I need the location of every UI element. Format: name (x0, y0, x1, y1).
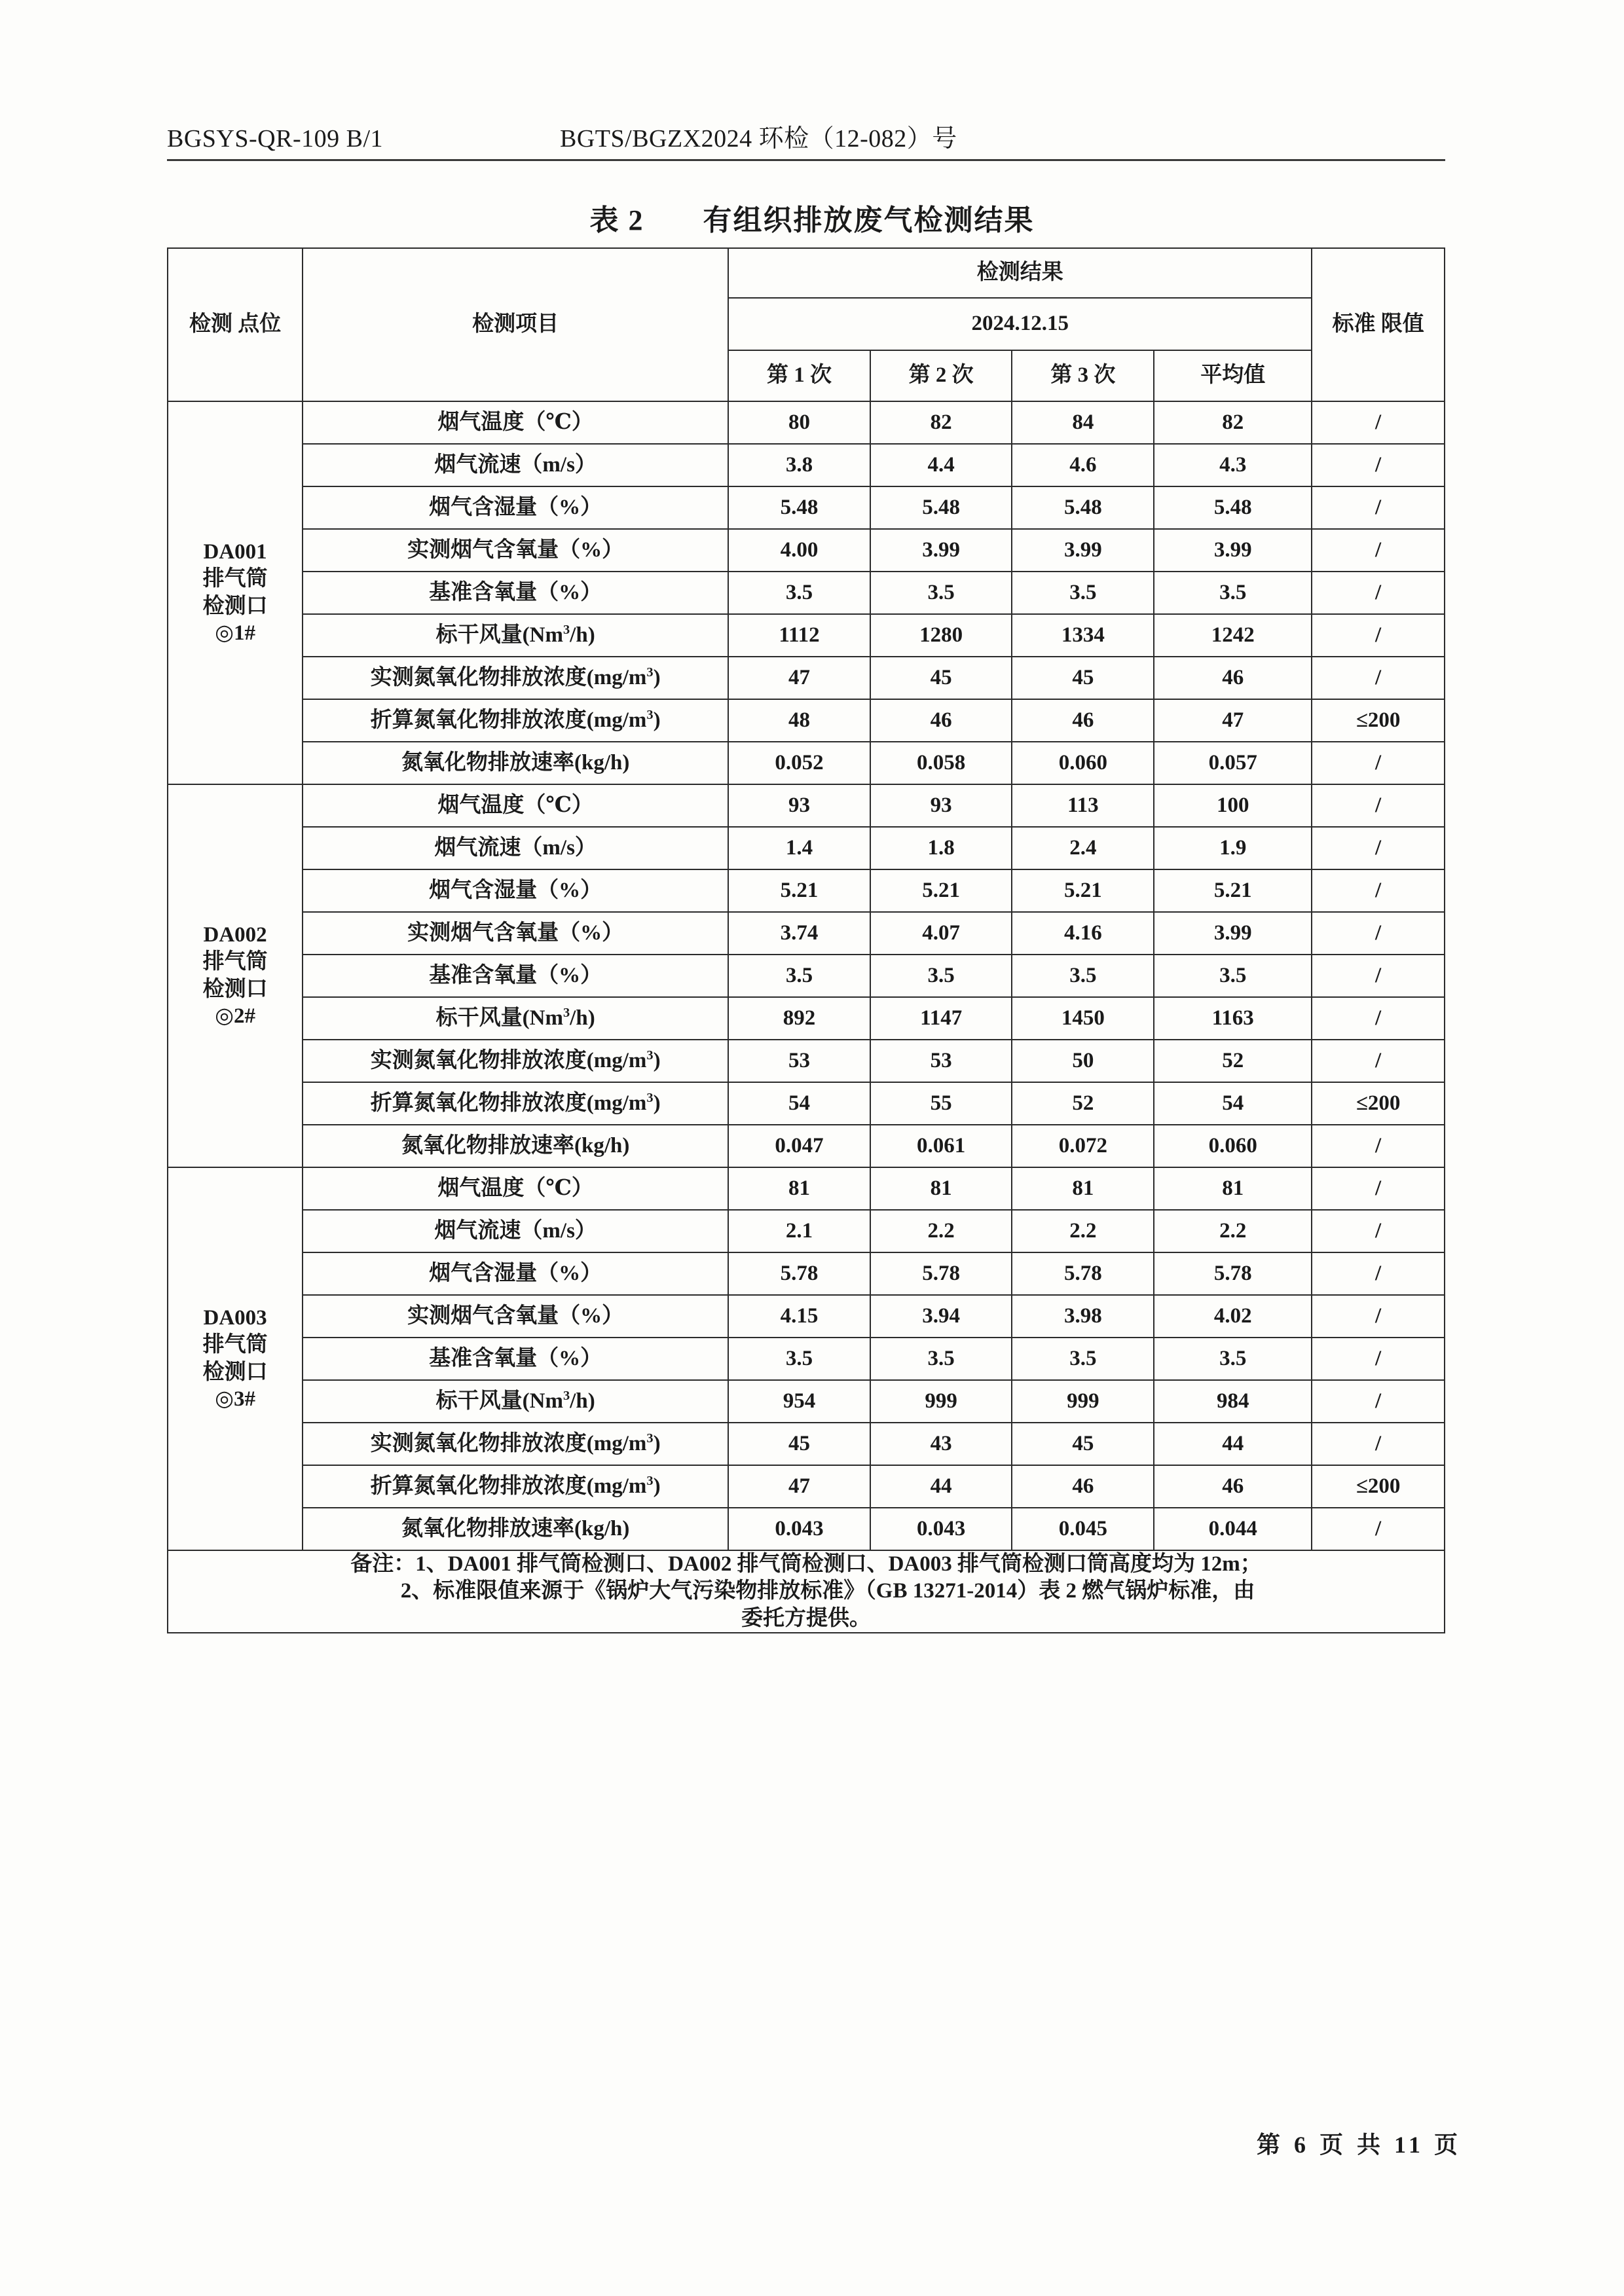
page-title (0, 196, 1624, 238)
measurement-item-cell: 实测氮氧化物排放浓度$(mg/m^3)$ (303, 1040, 728, 1082)
value-average: 46 (1154, 657, 1312, 699)
table-row (168, 486, 1445, 529)
value-standard-limit: / (1312, 1125, 1445, 1167)
emission-results-table (167, 247, 1445, 1633)
value-run-1: 80 (728, 401, 870, 444)
sampling-point-cell (168, 784, 303, 1167)
table-row (168, 869, 1445, 912)
value-run-1: 0.043 (728, 1508, 870, 1550)
value-run-2: 45 (870, 657, 1012, 699)
value-run-1: 4.15 (728, 1295, 870, 1338)
table-body (168, 401, 1445, 1633)
sampling-point-line: ◎2# (215, 1004, 255, 1028)
value-standard-limit: / (1312, 1380, 1445, 1423)
value-run-1: 892 (728, 997, 870, 1040)
table-row (168, 1040, 1445, 1082)
header-average: 平均值 (1154, 350, 1312, 401)
value-average: 82 (1154, 401, 1312, 444)
value-run-2: 3.99 (870, 529, 1012, 572)
value-average: 0.057 (1154, 742, 1312, 784)
table-row (168, 1082, 1445, 1125)
value-average: 81 (1154, 1167, 1312, 1210)
value-standard-limit: / (1312, 1040, 1445, 1082)
value-run-3: 4.6 (1012, 444, 1154, 486)
value-run-2: 0.043 (870, 1508, 1012, 1550)
value-run-2: 5.48 (870, 486, 1012, 529)
value-standard-limit: / (1312, 614, 1445, 657)
value-run-2: 1.8 (870, 827, 1012, 869)
measurement-item-cell: 基准含氧量（%） (303, 955, 728, 997)
value-standard-limit: / (1312, 827, 1445, 869)
value-average: 5.21 (1154, 869, 1312, 912)
value-average: 5.78 (1154, 1252, 1312, 1295)
value-standard-limit: / (1312, 997, 1445, 1040)
value-run-3: 3.5 (1012, 955, 1154, 997)
sampling-point-line: DA002 (203, 923, 267, 947)
table-row (168, 1508, 1445, 1550)
measurement-item-cell: 标干风量(Nm$^3$/h) (303, 614, 728, 657)
value-run-1: 3.5 (728, 572, 870, 614)
table-row (168, 1380, 1445, 1423)
value-run-3: 50 (1012, 1040, 1154, 1082)
value-run-2: 0.061 (870, 1125, 1012, 1167)
value-run-2: 2.2 (870, 1210, 1012, 1252)
value-average: 1163 (1154, 997, 1312, 1040)
value-run-2: 46 (870, 699, 1012, 742)
sampling-point-line: 排气筒 (202, 1333, 268, 1357)
superscript: 3 (563, 1005, 570, 1020)
sampling-point-line: 检测口 (202, 1360, 268, 1384)
value-run-3: 5.78 (1012, 1252, 1154, 1295)
table-row (168, 401, 1445, 444)
measurement-item-cell: 烟气温度（℃） (303, 784, 728, 827)
value-run-2: 1280 (870, 614, 1012, 657)
value-run-3: 46 (1012, 699, 1154, 742)
header-run-1: 第 1 次 (728, 350, 870, 401)
value-run-3: 5.21 (1012, 869, 1154, 912)
value-average: 52 (1154, 1040, 1312, 1082)
value-average: 100 (1154, 784, 1312, 827)
value-average: 1242 (1154, 614, 1312, 657)
table-row (168, 614, 1445, 657)
value-average: 3.5 (1154, 1338, 1312, 1380)
sampling-point-cell (168, 1167, 303, 1550)
value-run-2: 82 (870, 401, 1012, 444)
superscript: 3 (646, 707, 654, 722)
value-run-1: 47 (728, 1465, 870, 1508)
value-run-2: 44 (870, 1465, 1012, 1508)
value-average: 3.99 (1154, 912, 1312, 955)
sampling-point-line: 检测口 (202, 594, 268, 618)
measurement-item-cell: 氮氧化物排放速率(kg/h) (303, 1125, 728, 1167)
value-standard-limit: ≤200 (1312, 1082, 1445, 1125)
header-divider (167, 159, 1445, 161)
value-average: 44 (1154, 1423, 1312, 1465)
form-code: BGSYS-QR-109 B/1 (167, 125, 383, 153)
sampling-point-line: DA001 (203, 540, 267, 564)
value-standard-limit: / (1312, 784, 1445, 827)
measurement-item-cell: 标干风量(Nm$^3$/h) (303, 1380, 728, 1423)
value-run-2: 4.4 (870, 444, 1012, 486)
header-item: 检测项目 (303, 248, 728, 401)
value-standard-limit: / (1312, 1252, 1445, 1295)
value-standard-limit: / (1312, 529, 1445, 572)
sampling-point-line: DA003 (203, 1306, 267, 1330)
table-label: 表 2 (589, 204, 644, 236)
value-standard-limit: / (1312, 955, 1445, 997)
table-row (168, 444, 1445, 486)
value-run-3: 0.072 (1012, 1125, 1154, 1167)
table-row (168, 1295, 1445, 1338)
note-line: 2、标准限值来源于《锅炉大气污染物排放标准》（GB 13271-2014）表 2 燃气锅炉标准，由 (400, 1579, 1255, 1603)
value-run-2: 4.07 (870, 912, 1012, 955)
value-run-3: 5.48 (1012, 486, 1154, 529)
value-standard-limit: / (1312, 444, 1445, 486)
value-run-2: 1147 (870, 997, 1012, 1040)
superscript: 3 (646, 1430, 654, 1446)
value-average: 984 (1154, 1380, 1312, 1423)
header-standard-limit: 标准 限值 (1312, 248, 1445, 401)
value-run-2: 999 (870, 1380, 1012, 1423)
value-run-3: 3.5 (1012, 572, 1154, 614)
measurement-item-cell: 实测烟气含氧量（%） (303, 529, 728, 572)
table-row (168, 1465, 1445, 1508)
measurement-item-cell: 烟气含湿量（%） (303, 869, 728, 912)
value-run-1: 4.00 (728, 529, 870, 572)
page-footer: 第 6 页 共 11 页 (1256, 2132, 1462, 2158)
value-average: 3.5 (1154, 572, 1312, 614)
value-run-1: 2.1 (728, 1210, 870, 1252)
header-run-2: 第 2 次 (870, 350, 1012, 401)
header-date: 2024.12.15 (728, 298, 1312, 350)
value-run-2: 3.5 (870, 572, 1012, 614)
table-row (168, 784, 1445, 827)
superscript: 3 (646, 1048, 654, 1063)
table-header (168, 248, 1445, 401)
measurement-item-cell: 实测氮氧化物排放浓度$(mg/m^3)$ (303, 1423, 728, 1465)
value-run-3: 113 (1012, 784, 1154, 827)
value-run-1: 1.4 (728, 827, 870, 869)
value-standard-limit: / (1312, 1508, 1445, 1550)
header-result: 检测结果 (728, 248, 1312, 298)
value-run-2: 3.5 (870, 1338, 1012, 1380)
value-standard-limit: ≤200 (1312, 699, 1445, 742)
value-average: 47 (1154, 699, 1312, 742)
sampling-point-line: 排气筒 (202, 950, 268, 974)
value-run-3: 4.16 (1012, 912, 1154, 955)
value-run-2: 0.058 (870, 742, 1012, 784)
measurement-item-cell: 折算氮氧化物排放浓度$(mg/m^3)$ (303, 1082, 728, 1125)
value-run-3: 46 (1012, 1465, 1154, 1508)
measurement-item-cell: 基准含氧量（%） (303, 1338, 728, 1380)
value-standard-limit: / (1312, 572, 1445, 614)
measurement-item-cell: 烟气温度（℃） (303, 401, 728, 444)
superscript: 3 (563, 1388, 570, 1403)
note-line: 备注：1、DA001 排气筒检测口、DA002 排气筒检测口、DA003 排气筒检测口筒高度均为 12m； (350, 1552, 1262, 1576)
value-run-3: 84 (1012, 401, 1154, 444)
sampling-point-cell (168, 401, 303, 784)
value-standard-limit: / (1312, 1423, 1445, 1465)
value-run-1: 48 (728, 699, 870, 742)
header-run-3: 第 3 次 (1012, 350, 1154, 401)
measurement-item-cell: 烟气含湿量（%） (303, 486, 728, 529)
measurement-item-cell: 烟气流速（m/s） (303, 444, 728, 486)
value-run-3: 0.045 (1012, 1508, 1154, 1550)
measurement-item-cell: 基准含氧量（%） (303, 572, 728, 614)
sampling-point-line: ◎3# (215, 1387, 255, 1411)
value-run-2: 5.78 (870, 1252, 1012, 1295)
measurement-item-cell: 实测氮氧化物排放浓度$(mg/m^3)$ (303, 657, 728, 699)
table-row (168, 997, 1445, 1040)
table-row (168, 1125, 1445, 1167)
value-average: 0.044 (1154, 1508, 1312, 1550)
value-average: 2.2 (1154, 1210, 1312, 1252)
table-row (168, 699, 1445, 742)
measurement-item-cell: 标干风量(Nm$^3$/h) (303, 997, 728, 1040)
value-run-1: 3.8 (728, 444, 870, 486)
table-row (168, 572, 1445, 614)
value-run-2: 55 (870, 1082, 1012, 1125)
value-run-1: 93 (728, 784, 870, 827)
value-run-1: 0.047 (728, 1125, 870, 1167)
value-run-1: 54 (728, 1082, 870, 1125)
value-standard-limit: ≤200 (1312, 1465, 1445, 1508)
superscript: 3 (646, 1473, 654, 1488)
sampling-point-line: 检测口 (202, 977, 268, 1001)
table-row (168, 742, 1445, 784)
value-run-1: 5.48 (728, 486, 870, 529)
measurement-item-cell: 烟气流速（m/s） (303, 1210, 728, 1252)
value-standard-limit: / (1312, 657, 1445, 699)
value-run-3: 999 (1012, 1380, 1154, 1423)
value-average: 0.060 (1154, 1125, 1312, 1167)
value-standard-limit: / (1312, 1167, 1445, 1210)
note-line: 委托方提供。 (741, 1606, 871, 1630)
table-row (168, 529, 1445, 572)
value-run-2: 5.21 (870, 869, 1012, 912)
value-run-1: 81 (728, 1167, 870, 1210)
table-notes-row (168, 1550, 1445, 1633)
value-standard-limit: / (1312, 869, 1445, 912)
value-average: 3.5 (1154, 955, 1312, 997)
table-row (168, 657, 1445, 699)
value-run-3: 1450 (1012, 997, 1154, 1040)
value-run-1: 1112 (728, 614, 870, 657)
table-row (168, 955, 1445, 997)
value-run-1: 53 (728, 1040, 870, 1082)
value-run-3: 52 (1012, 1082, 1154, 1125)
sampling-point-line: ◎1# (215, 621, 255, 645)
superscript: 3 (563, 622, 570, 637)
measurement-item-cell: 氮氧化物排放速率(kg/h) (303, 1508, 728, 1550)
value-standard-limit: / (1312, 1295, 1445, 1338)
value-average: 54 (1154, 1082, 1312, 1125)
table-notes-cell (168, 1550, 1445, 1633)
value-run-3: 45 (1012, 657, 1154, 699)
measurement-item-cell: 折算氮氧化物排放浓度$(mg/m^3)$ (303, 699, 728, 742)
value-run-2: 3.5 (870, 955, 1012, 997)
value-run-2: 3.94 (870, 1295, 1012, 1338)
measurement-item-cell: 折算氮氧化物排放浓度$(mg/m^3)$ (303, 1465, 728, 1508)
measurement-item-cell: 氮氧化物排放速率(kg/h) (303, 742, 728, 784)
value-run-1: 47 (728, 657, 870, 699)
table-row (168, 1252, 1445, 1295)
measurement-item-cell: 烟气温度（℃） (303, 1167, 728, 1210)
table-row (168, 1423, 1445, 1465)
value-run-1: 954 (728, 1380, 870, 1423)
value-average: 5.48 (1154, 486, 1312, 529)
header-point: 检测 点位 (168, 248, 303, 401)
value-run-3: 0.060 (1012, 742, 1154, 784)
value-average: 1.9 (1154, 827, 1312, 869)
value-run-1: 3.74 (728, 912, 870, 955)
value-average: 46 (1154, 1465, 1312, 1508)
value-run-3: 2.4 (1012, 827, 1154, 869)
value-standard-limit: / (1312, 486, 1445, 529)
table-row (168, 1167, 1445, 1210)
value-standard-limit: / (1312, 1338, 1445, 1380)
value-run-1: 3.5 (728, 955, 870, 997)
table-row (168, 827, 1445, 869)
value-run-3: 3.98 (1012, 1295, 1154, 1338)
value-run-1: 5.78 (728, 1252, 870, 1295)
value-run-3: 3.99 (1012, 529, 1154, 572)
value-run-3: 2.2 (1012, 1210, 1154, 1252)
value-average: 3.99 (1154, 529, 1312, 572)
measurement-item-cell: 实测烟气含氧量（%） (303, 912, 728, 955)
measurement-item-cell: 烟气流速（m/s） (303, 827, 728, 869)
value-run-1: 45 (728, 1423, 870, 1465)
measurement-item-cell: 烟气含湿量（%） (303, 1252, 728, 1295)
report-number: BGTS/BGZX2024 环检（12-082）号 (560, 125, 957, 153)
value-run-3: 1334 (1012, 614, 1154, 657)
value-run-1: 3.5 (728, 1338, 870, 1380)
value-standard-limit: / (1312, 401, 1445, 444)
table-row (168, 1210, 1445, 1252)
value-run-2: 53 (870, 1040, 1012, 1082)
value-run-2: 43 (870, 1423, 1012, 1465)
table-row (168, 912, 1445, 955)
value-run-3: 3.5 (1012, 1338, 1154, 1380)
measurement-item-cell: 实测烟气含氧量（%） (303, 1295, 728, 1338)
superscript: 3 (646, 665, 654, 680)
value-run-2: 93 (870, 784, 1012, 827)
table-row (168, 1338, 1445, 1380)
value-average: 4.3 (1154, 444, 1312, 486)
document-header (167, 118, 1444, 154)
table-title-text: 有组织排放废气检测结果 (703, 204, 1035, 236)
superscript: 3 (646, 1090, 654, 1105)
sampling-point-line: 排气筒 (202, 567, 268, 591)
value-run-3: 81 (1012, 1167, 1154, 1210)
value-run-3: 45 (1012, 1423, 1154, 1465)
value-standard-limit: / (1312, 1210, 1445, 1252)
value-average: 4.02 (1154, 1295, 1312, 1338)
value-standard-limit: / (1312, 742, 1445, 784)
value-run-1: 0.052 (728, 742, 870, 784)
value-run-1: 5.21 (728, 869, 870, 912)
value-standard-limit: / (1312, 912, 1445, 955)
value-run-2: 81 (870, 1167, 1012, 1210)
